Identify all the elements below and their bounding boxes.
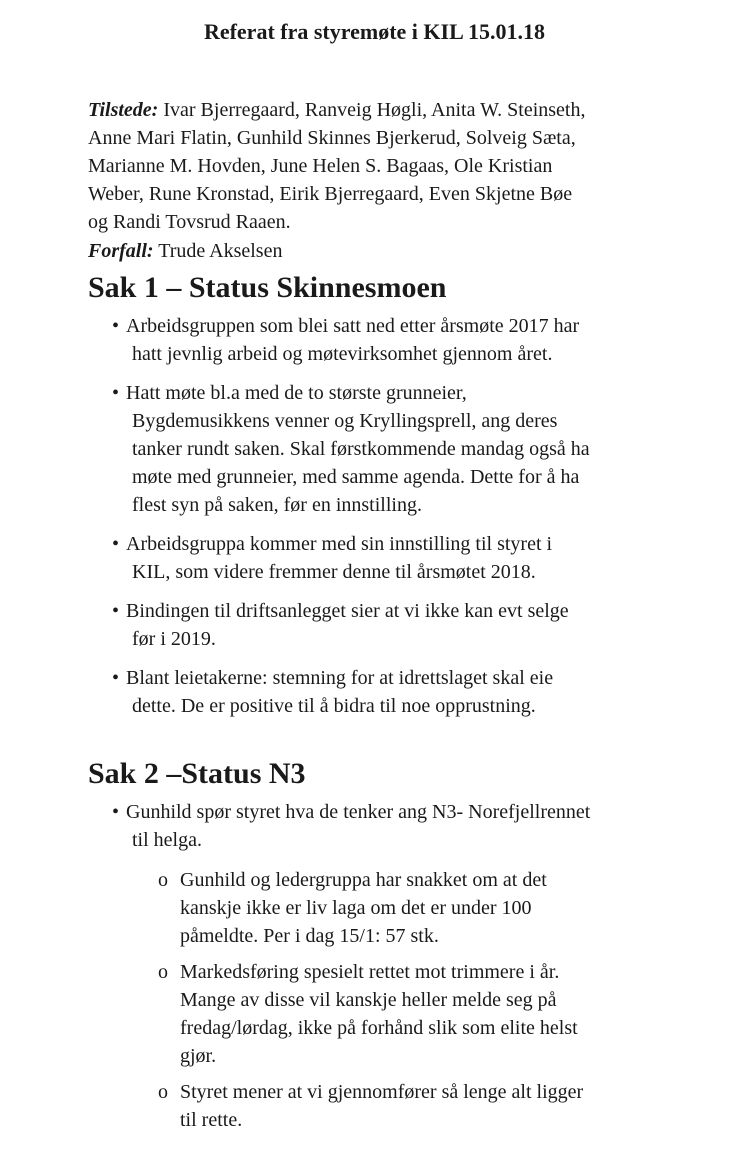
- list-item: o Markedsføring spesielt rettet mot trimmere i år. Mange av disse vil kanskje heller melde seg på fredag/lørdag, ikke på forhånd slik som elite helst gjør.: [158, 958, 638, 1070]
- list-item: • Gunhild spør styret hva de tenker ang N3- Norefjellrennet til helga.: [112, 798, 672, 854]
- bullet-icon: •: [112, 533, 120, 555]
- bullet-icon: •: [112, 801, 120, 823]
- list-item: • Arbeidsgruppen som blei satt ned etter årsmøte 2017 har hatt jevnlig arbeid og møtevirksomhet gjennom året.: [112, 312, 672, 368]
- attendees-line: Marianne M. Hovden, June Helen S. Bagaas, Ole Kristian: [88, 155, 553, 177]
- attendees-label: Tilstede:: [88, 99, 159, 121]
- sak2-heading: Sak 2 –Status N3: [88, 757, 306, 790]
- absent-paragraph: [88, 237, 728, 265]
- attendees-line: og Randi Tovsrud Raaen.: [88, 211, 291, 233]
- sak2-sublist: [158, 866, 638, 1134]
- sak1-list: [112, 312, 672, 720]
- sak2-list: [112, 798, 672, 854]
- attendees-line: Weber, Rune Kronstad, Eirik Bjerregaard, Even Skjetne Bøe: [88, 183, 573, 205]
- bullet-icon: •: [112, 382, 120, 404]
- list-item: o Gunhild og ledergruppa har snakket om at det kanskje ikke er liv laga om det er under 100 påmeldte. Per i dag 15/1: 57 stk.: [158, 866, 638, 950]
- attendees-line: Anne Mari Flatin, Gunhild Skinnes Bjerkerud, Solveig Sæta,: [88, 127, 576, 149]
- absent-label: Forfall:: [88, 240, 154, 262]
- circle-bullet-icon: o: [158, 961, 168, 983]
- list-item: • Bindingen til driftsanlegget sier at vi ikke kan evt selge før i 2019.: [112, 597, 672, 653]
- circle-bullet-icon: o: [158, 1081, 168, 1103]
- list-item: • Blant leietakerne: stemning for at idrettslaget skal eie dette. De er positive til å bidra til noe opprustning.: [112, 664, 672, 720]
- bullet-icon: •: [112, 667, 120, 689]
- list-item: • Arbeidsgruppa kommer med sin innstilling til styret i KIL, som videre fremmer denne til årsmøtet 2018.: [112, 530, 672, 586]
- list-item: o Styret mener at vi gjennomfører så lenge alt ligger til rette.: [158, 1078, 638, 1134]
- circle-bullet-icon: o: [158, 869, 168, 891]
- page-title: Referat fra styremøte i KIL 15.01.18: [203, 19, 546, 44]
- attendees-line: Ivar Bjerregaard, Ranveig Høgli, Anita W. Steinseth,: [158, 99, 586, 121]
- bullet-icon: •: [112, 315, 120, 337]
- bullet-icon: •: [112, 600, 120, 622]
- absent-names: Trude Akselsen: [153, 240, 283, 262]
- attendees-paragraph: [88, 96, 728, 236]
- sak1-heading: Sak 1 – Status Skinnesmoen: [88, 271, 447, 304]
- list-item: • Hatt møte bl.a med de to største grunneier, Bygdemusikkens venner og Kryllingsprell, ang deres tanker rundt saken. Skal førstkommende mandag også ha møte med grunneier, med samme agenda. Dette for å ha flest syn på saken, før en innstilling.: [112, 379, 672, 519]
